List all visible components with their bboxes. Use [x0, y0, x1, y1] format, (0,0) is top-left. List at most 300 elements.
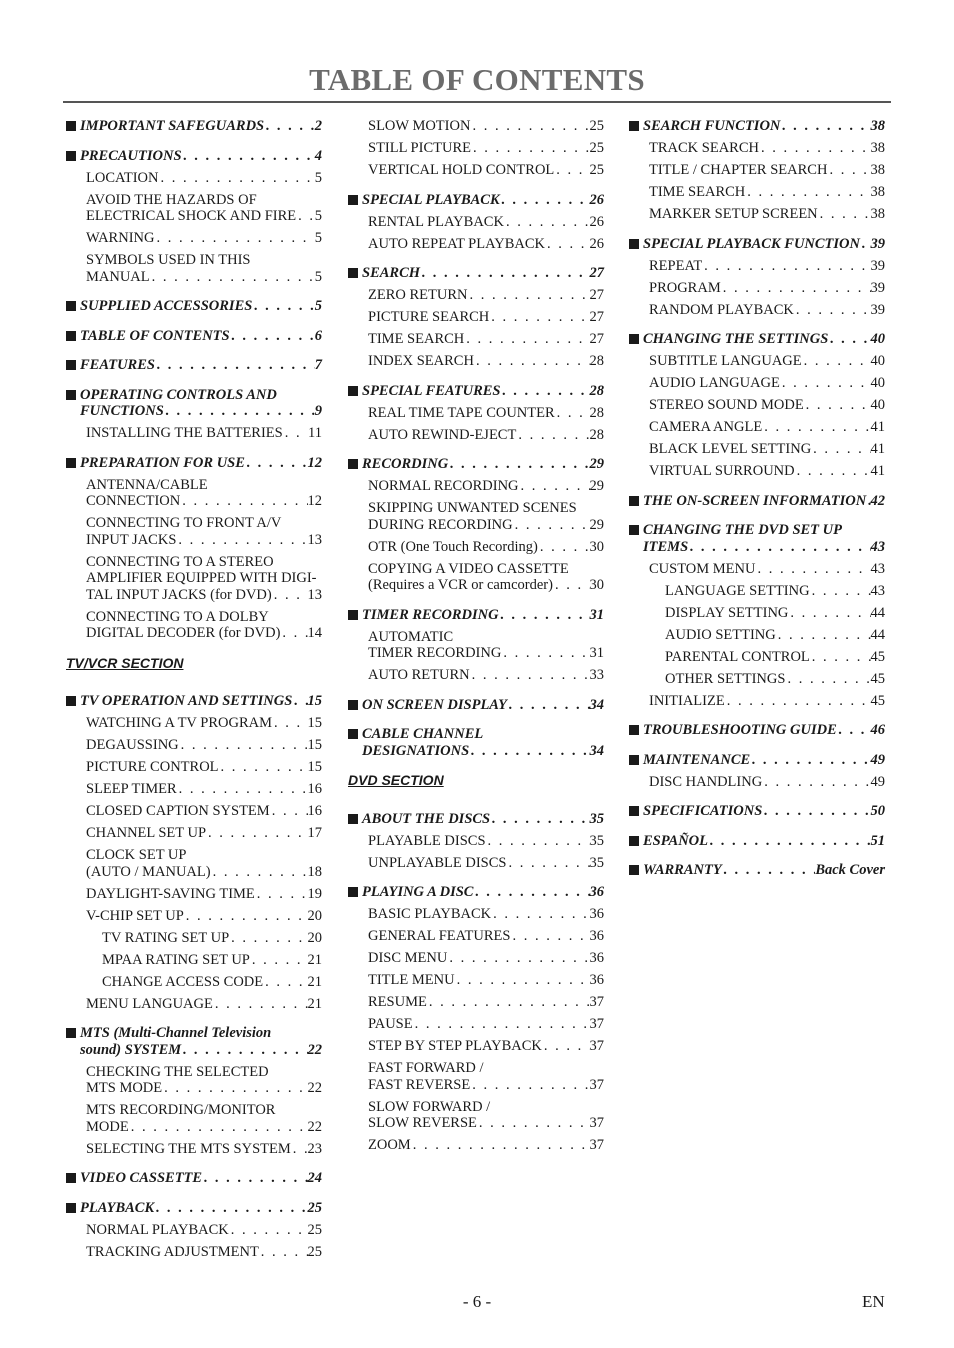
- toc-entry-label: FUNCTIONS: [80, 403, 164, 419]
- toc-entry: [66, 1064, 322, 1097]
- toc-page-number: 36: [589, 950, 604, 966]
- toc-entry-label: VIRTUAL SURROUND: [649, 463, 795, 479]
- toc-entry-label: MANUAL: [86, 268, 150, 285]
- toc-heading: [348, 726, 604, 759]
- toc-entry-label: RECORDING: [362, 456, 449, 472]
- toc-page-number: 31: [589, 645, 604, 661]
- dot-leader: [263, 974, 307, 991]
- toc-entry-label: V-CHIP SET UP: [86, 907, 184, 924]
- toc-entry-label: SUBTITLE LANGUAGE: [649, 353, 802, 369]
- toc-entry: [348, 214, 604, 231]
- dot-leader: [545, 236, 590, 253]
- dot-leader: [827, 162, 870, 179]
- toc-heading: [629, 118, 885, 135]
- toc-page-number: 40: [870, 375, 885, 391]
- toc-page-number: 25: [589, 162, 604, 178]
- toc-heading: [348, 383, 604, 400]
- dot-leader: [818, 206, 871, 223]
- toc-entry-label: OTR (One Touch Recording): [368, 538, 538, 555]
- toc-heading: [66, 387, 322, 420]
- toc-entry-label: TROUBLESHOOTING GUIDE: [643, 722, 837, 738]
- toc-page-number: 22: [307, 1041, 322, 1058]
- toc-entry-line: FAST FORWARD /: [368, 1060, 484, 1076]
- toc-entry-line: SLOW FORWARD /: [368, 1098, 491, 1115]
- toc-entry-line: AUTOMATIC: [368, 628, 454, 645]
- toc-entry-label: REAL TIME TAPE COUNTER: [368, 404, 555, 421]
- toc-entry-label: CAMERA ANGLE: [649, 419, 763, 435]
- toc-entry-line: ANTENNA/CABLE: [86, 476, 208, 493]
- dot-leader: [554, 162, 589, 179]
- toc-entry-label: INITIALIZE: [649, 692, 725, 709]
- dot-leader: [427, 994, 590, 1011]
- toc-page-number: 20: [307, 929, 322, 946]
- toc-column-1: [66, 118, 322, 1260]
- toc-heading: [348, 697, 604, 714]
- dot-leader: [519, 478, 590, 495]
- toc-page-number: 12: [307, 493, 322, 509]
- toc-entry-label: STILL PICTURE: [368, 140, 471, 156]
- toc-entry: [629, 463, 885, 480]
- dot-leader: [500, 383, 589, 400]
- toc-entry: [66, 847, 322, 880]
- toc-entry: [348, 906, 604, 923]
- toc-entry-label: BASIC PLAYBACK: [368, 906, 492, 922]
- toc-entry: [348, 950, 604, 967]
- toc-entry: [629, 162, 885, 179]
- toc-entry-label: BLACK LEVEL SETTING: [649, 441, 812, 457]
- toc-entry: [348, 1060, 604, 1093]
- dot-leader: [259, 1244, 308, 1261]
- toc-entry: [66, 1244, 322, 1261]
- toc-entry-label: FEATURES: [80, 357, 155, 373]
- toc-entry: [629, 140, 885, 157]
- language-code: EN: [862, 1292, 885, 1311]
- toc-entry-label: MTS MODE: [86, 1080, 163, 1096]
- dot-leader: [206, 825, 307, 842]
- toc-page-number: 24: [307, 1170, 322, 1186]
- toc-page-number: 25: [589, 118, 604, 134]
- toc-page-number: 41: [870, 441, 885, 457]
- toc-entry-label: TITLE / CHAPTER SEARCH: [649, 162, 828, 178]
- toc-page-number: 5: [314, 298, 322, 314]
- dot-leader: [155, 357, 315, 374]
- dot-leader: [500, 192, 590, 209]
- toc-entry-label: VIDEO CASSETTE: [80, 1170, 203, 1186]
- dot-leader: [506, 855, 589, 872]
- toc-entry: [66, 825, 322, 842]
- toc-page-number: 45: [870, 692, 885, 709]
- toc-entry: [348, 427, 604, 444]
- toc-page-number: 25: [589, 140, 604, 156]
- toc-page-number: 29: [589, 478, 604, 494]
- toc-entry-label: sound) SYSTEM: [80, 1041, 182, 1058]
- dot-leader: [180, 493, 307, 510]
- section-heading: TV/VCR SECTION: [66, 654, 184, 671]
- toc-page-number: 27: [589, 287, 604, 303]
- toc-entry: [348, 539, 604, 556]
- toc-entry: [66, 737, 322, 754]
- toc-page-number: 9: [314, 403, 322, 419]
- toc-page-number: 39: [870, 279, 885, 296]
- toc-entry-label: DESIGNATIONS: [362, 742, 470, 759]
- toc-heading: [348, 192, 604, 209]
- toc-entry: [629, 206, 885, 223]
- toc-entry-line: CHECKING THE SELECTED: [86, 1063, 269, 1080]
- toc-entry: [348, 1137, 604, 1154]
- toc-entry-label: STEP BY STEP PLAYBACK: [368, 1038, 542, 1054]
- toc-page-number: 39: [870, 301, 885, 318]
- toc-page-number: 36: [589, 906, 604, 922]
- toc-page-number: 30: [589, 577, 604, 593]
- dot-leader: [229, 1222, 308, 1239]
- toc-entry: [66, 759, 322, 776]
- toc-entry-label: ZOOM: [368, 1137, 411, 1153]
- toc-page-number: 44: [870, 604, 885, 621]
- dot-leader: [471, 140, 590, 157]
- toc-entry-label: CHANNEL SET UP: [86, 825, 207, 841]
- toc-heading: [66, 1025, 322, 1058]
- toc-entry-label: LOCATION: [86, 169, 159, 186]
- toc-entry: [348, 667, 604, 684]
- toc-entry-label: TRACK SEARCH: [649, 140, 759, 156]
- toc-entry: [629, 583, 885, 600]
- toc-entry-line: MTS RECORDING/MONITOR: [86, 1102, 276, 1118]
- dot-leader: [490, 811, 589, 828]
- dot-leader: [688, 539, 870, 556]
- toc-page-number: 21: [307, 995, 322, 1012]
- dot-leader: [702, 258, 870, 275]
- toc-entry-line: CONNECTING TO FRONT A/V: [86, 515, 282, 531]
- toc-entry: [66, 192, 322, 225]
- toc-entry-label: TV RATING SET UP: [102, 929, 230, 946]
- toc-page-number: 41: [870, 463, 885, 479]
- toc-entry-line: CABLE CHANNEL: [362, 726, 484, 742]
- toc-entry-label: CHANGING THE SETTINGS: [643, 331, 829, 347]
- toc-heading: [66, 357, 322, 374]
- toc-entry-label: PREPARATION FOR USE: [80, 454, 245, 471]
- toc-entry-label: DAYLIGHT-SAVING TIME: [86, 885, 255, 902]
- toc-entry: [629, 627, 885, 644]
- toc-page-number: 5: [314, 169, 322, 186]
- toc-page-number: 41: [870, 419, 885, 435]
- toc-page-number: 36: [589, 884, 604, 900]
- dot-leader: [499, 607, 590, 624]
- toc-entry: [348, 833, 604, 850]
- dot-leader: [164, 403, 315, 420]
- toc-entry: [348, 236, 604, 253]
- dot-leader: [555, 405, 590, 422]
- toc-page-number: 40: [870, 397, 885, 413]
- toc-entry-label: PROGRAM: [649, 279, 721, 296]
- toc-entry-label: THE ON-SCREEN INFORMATION: [643, 492, 867, 509]
- toc-entry-label: TIME SEARCH: [368, 331, 465, 347]
- toc-entry: [629, 419, 885, 436]
- toc-page-number: 44: [870, 626, 885, 643]
- dot-leader: [455, 972, 590, 989]
- toc-page-number: 4: [314, 147, 322, 164]
- dot-leader: [708, 833, 871, 850]
- dot-leader: [780, 375, 871, 392]
- toc-entry: [66, 1141, 322, 1158]
- toc-entry: [66, 609, 322, 642]
- toc-entry-label: ABOUT THE DISCS: [362, 810, 491, 827]
- dot-leader: [538, 539, 590, 556]
- toc-entry: [348, 353, 604, 370]
- toc-entry: [66, 803, 322, 820]
- toc-page-number: 20: [307, 907, 322, 924]
- dot-leader: [804, 397, 871, 414]
- toc-heading: [348, 884, 604, 901]
- toc-heading: [629, 752, 885, 769]
- toc-entry: [348, 629, 604, 662]
- toc-entry-label: SELECTING THE MTS SYSTEM: [86, 1140, 291, 1157]
- toc-heading: [629, 862, 885, 879]
- toc-entry: [348, 972, 604, 989]
- toc-page-number: 43: [870, 560, 885, 577]
- toc-page-number: 16: [307, 803, 322, 819]
- toc-page-number: 15: [307, 759, 322, 775]
- toc-page-number: 29: [589, 456, 604, 472]
- toc-entry-line: CLOCK SET UP: [86, 847, 187, 863]
- toc-entry: [348, 855, 604, 872]
- dot-leader: [788, 605, 870, 622]
- dot-leader: [464, 331, 589, 348]
- dot-leader: [473, 884, 589, 901]
- dot-leader: [181, 1042, 307, 1059]
- toc-page-number: 33: [589, 667, 604, 683]
- dot-leader: [219, 759, 308, 776]
- toc-entry-label: NORMAL PLAYBACK: [86, 1221, 229, 1238]
- toc-entry-label: AUDIO LANGUAGE: [649, 375, 780, 391]
- toc-entry: [348, 405, 604, 422]
- toc-page-number: 49: [870, 751, 885, 768]
- toc-entry-label: AUTO RETURN: [368, 667, 470, 683]
- toc-entry: [629, 774, 885, 791]
- toc-entry-label: ON SCREEN DISPLAY: [362, 696, 508, 713]
- toc-page-number: 11: [308, 425, 322, 441]
- dot-leader: [159, 170, 315, 187]
- toc-entry-label: RANDOM PLAYBACK: [649, 301, 794, 318]
- toc-entry: [348, 1016, 604, 1033]
- toc-page-number: 39: [870, 257, 885, 274]
- dot-leader: [184, 908, 308, 925]
- toc-entry-label: MODE: [86, 1118, 129, 1135]
- toc-entry: [629, 375, 885, 392]
- toc-entry-label: TAL INPUT JACKS (for DVD): [86, 586, 272, 603]
- toc-entry-label: INSTALLING THE BATTERIES: [86, 425, 283, 441]
- dot-leader: [280, 625, 307, 642]
- toc-entry: [348, 118, 604, 135]
- toc-entry-label: SPECIFICATIONS: [643, 803, 763, 819]
- toc-entry-label: ZERO RETURN: [368, 287, 468, 303]
- title-rule: [63, 101, 891, 103]
- toc-heading: [66, 328, 322, 345]
- dot-leader: [725, 693, 871, 710]
- toc-entry-label: IMPORTANT SAFEGUARDS: [80, 118, 265, 134]
- toc-entry-line: SKIPPING UNWANTED SCENES: [368, 500, 577, 516]
- toc-entry-label: PRECAUTIONS: [80, 147, 182, 164]
- toc-entry: [66, 425, 322, 442]
- dot-leader: [177, 781, 308, 798]
- toc-entry-label: MPAA RATING SET UP: [102, 951, 250, 968]
- toc-page-number: 37: [589, 1038, 604, 1054]
- toc-page-number: 16: [307, 781, 322, 797]
- dot-leader: [469, 743, 589, 760]
- toc-page-number: 38: [870, 140, 885, 156]
- toc-heading: [629, 722, 885, 739]
- dot-leader: [202, 1170, 307, 1187]
- toc-page-number: 21: [307, 973, 322, 990]
- toc-entry-label: INDEX SEARCH: [368, 353, 474, 369]
- dot-leader: [802, 353, 871, 370]
- toc-page-number: 6: [314, 327, 322, 344]
- toc-page-number: 43: [870, 538, 885, 555]
- toc-page-number: 23: [307, 1140, 322, 1157]
- toc-entry-label: DISC HANDLING: [649, 773, 763, 790]
- toc-page-number: 15: [307, 715, 322, 731]
- dot-leader: [470, 118, 589, 135]
- toc-entry-label: CUSTOM MENU: [649, 560, 756, 577]
- dot-leader: [411, 1137, 590, 1154]
- dot-leader: [542, 1038, 590, 1055]
- toc-entry-label: MAINTENANCE: [643, 751, 751, 768]
- toc-entry-line: MTS (Multi-Channel Television: [80, 1025, 272, 1041]
- dot-leader: [270, 803, 308, 820]
- toc-heading: [66, 693, 322, 710]
- toc-entry: [629, 302, 885, 319]
- toc-page-number: 18: [307, 863, 322, 880]
- toc-entry: [348, 561, 604, 594]
- toc-entry-line: CONNECTING TO A STEREO: [86, 553, 274, 570]
- toc-page-number: 39: [870, 235, 885, 252]
- toc-entry-label: AUTO REWIND-EJECT: [368, 426, 517, 443]
- toc-page-number: 26: [589, 191, 604, 208]
- toc-entry-label: LANGUAGE SETTING: [665, 582, 810, 599]
- toc-page-number: 13: [307, 586, 322, 603]
- toc-entry: [66, 952, 322, 969]
- toc-heading: [348, 265, 604, 282]
- dot-leader: [470, 1077, 589, 1094]
- toc-page-number: 37: [589, 1137, 604, 1153]
- toc-entry-label: SLOW MOTION: [368, 118, 471, 134]
- toc-page-number: 35: [589, 832, 604, 849]
- toc-page-number: 25: [307, 1221, 322, 1238]
- dot-leader: [250, 952, 308, 969]
- toc-entry: [66, 930, 322, 947]
- dot-leader: [162, 1080, 307, 1097]
- toc-page-number: 38: [870, 118, 885, 134]
- dot-leader: [811, 441, 870, 458]
- toc-heading: [629, 236, 885, 253]
- dot-leader: [828, 331, 870, 348]
- dot-leader: [762, 419, 870, 436]
- toc-entry: [629, 353, 885, 370]
- toc-page-number: 17: [307, 825, 322, 841]
- toc-page-number: 40: [870, 331, 885, 347]
- dot-leader: [448, 456, 589, 473]
- toc-entry: [629, 561, 885, 578]
- toc-page-number: 26: [589, 235, 604, 252]
- toc-entry: [66, 515, 322, 548]
- toc-entry: [348, 478, 604, 495]
- toc-page-number: 22: [307, 1080, 322, 1096]
- toc-page-number: 22: [307, 1118, 322, 1135]
- toc-entry-label: DURING RECORDING: [368, 516, 513, 533]
- dot-leader: [507, 697, 589, 714]
- dot-leader: [776, 627, 871, 644]
- dot-leader: [810, 583, 871, 600]
- toc-page-number: 14: [307, 625, 322, 641]
- toc-page-number: 36: [589, 972, 604, 988]
- toc-entry-label: SPECIAL PLAYBACK: [362, 191, 500, 208]
- toc-heading: [66, 1170, 322, 1187]
- toc-page-number: 27: [589, 309, 604, 325]
- toc-entry-label: PICTURE CONTROL: [86, 759, 219, 775]
- toc-page-number: 25: [307, 1243, 322, 1260]
- toc-entry: [66, 230, 322, 247]
- toc-entry: [66, 996, 322, 1013]
- toc-page-number: 28: [589, 426, 604, 443]
- toc-entry: [629, 693, 885, 710]
- section-heading: DVD SECTION: [348, 772, 444, 788]
- toc-entry-label: CHANGE ACCESS CODE: [102, 973, 264, 990]
- toc-entry-label: SEARCH FUNCTION: [643, 118, 781, 134]
- toc-entry-label: TABLE OF CONTENTS: [80, 327, 230, 344]
- dot-leader: [255, 886, 308, 903]
- dot-leader: [489, 309, 589, 326]
- toc-entry: [629, 605, 885, 622]
- dot-leader: [501, 645, 589, 662]
- toc-heading: [629, 833, 885, 850]
- toc-entry-label: ITEMS: [643, 538, 689, 555]
- dot-leader: [491, 906, 589, 923]
- dot-leader: [272, 587, 308, 604]
- page-number: - 6 -: [462, 1292, 492, 1311]
- toc-entry: [66, 974, 322, 991]
- toc-entry: [66, 477, 322, 510]
- toc-entry: [66, 781, 322, 798]
- toc-entry-label: WARNING: [86, 230, 155, 246]
- toc-entry-label: MENU LANGUAGE: [86, 995, 213, 1012]
- dot-leader: [182, 148, 315, 165]
- toc-entry-label: FAST REVERSE: [368, 1076, 471, 1093]
- dot-leader: [745, 184, 870, 201]
- toc-entry-label: SLEEP TIMER: [86, 781, 177, 797]
- toc-entry: [66, 908, 322, 925]
- toc-page-number: 13: [307, 531, 322, 548]
- toc-entry-label: UNPLAYABLE DISCS: [368, 854, 507, 871]
- dot-leader: [272, 715, 308, 732]
- toc-entry: [629, 258, 885, 275]
- toc-page-number: 34: [589, 696, 604, 713]
- dot-leader: [810, 649, 871, 666]
- toc-entry-line: CHANGING THE DVD SET UP: [643, 522, 842, 538]
- dot-leader: [785, 671, 870, 688]
- toc-entry-label: OTHER SETTINGS: [665, 670, 786, 687]
- dot-leader: [721, 280, 871, 297]
- toc-entry: [348, 994, 604, 1011]
- dot-leader: [553, 577, 590, 594]
- dot-leader: [296, 208, 315, 225]
- toc-heading: [66, 298, 322, 315]
- dot-leader: [154, 1200, 307, 1217]
- dot-leader: [722, 862, 816, 879]
- dot-leader: [504, 214, 590, 231]
- toc-page-number: 27: [589, 331, 604, 347]
- toc-entry-label: RESUME: [368, 994, 427, 1010]
- dot-leader: [154, 230, 314, 247]
- toc-page-number: 21: [307, 951, 322, 968]
